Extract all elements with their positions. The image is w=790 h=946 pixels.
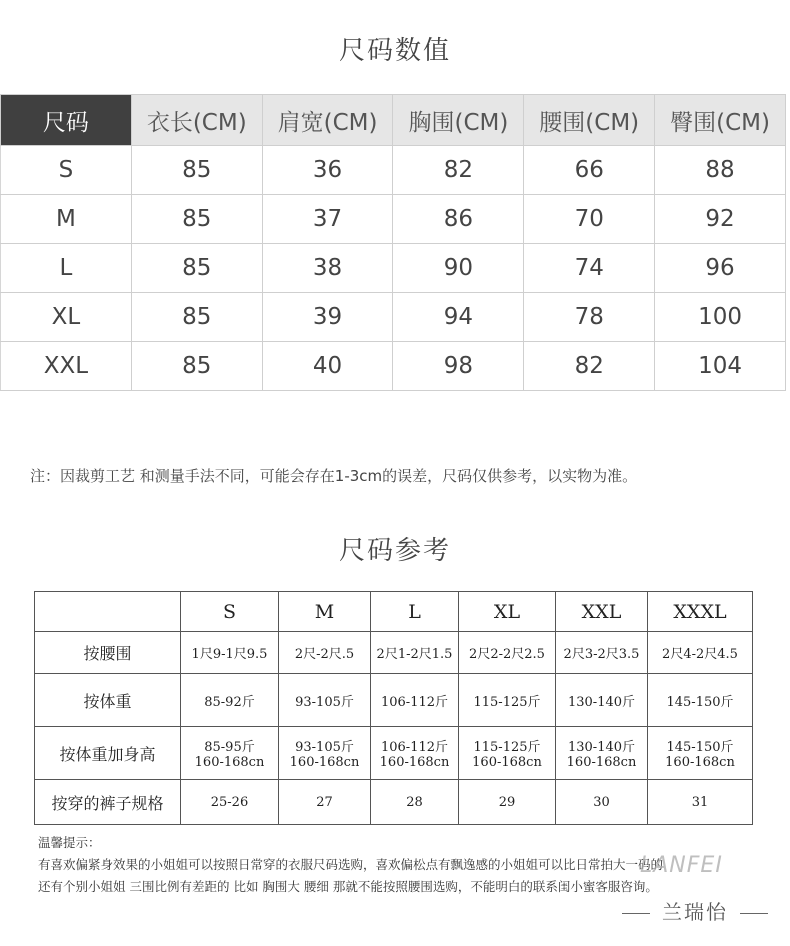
divider xyxy=(622,913,650,914)
table-row xyxy=(1,293,786,342)
value-cell: 27 xyxy=(279,780,371,825)
value-cell xyxy=(279,727,371,780)
table-row xyxy=(1,146,786,195)
size-cell: M xyxy=(1,195,132,244)
value-cell: 39 xyxy=(262,293,393,342)
header-cell: 胸围(CM) xyxy=(393,95,524,146)
value-cell: 96 xyxy=(655,244,786,293)
value-cell: 100 xyxy=(655,293,786,342)
brand-signature xyxy=(610,896,780,925)
row-label: 按体重加身高 xyxy=(35,727,181,780)
header-cell: XL xyxy=(459,592,556,632)
value-cell: 98 xyxy=(393,342,524,391)
value-cell: 82 xyxy=(393,146,524,195)
value-cell: 78 xyxy=(524,293,655,342)
size-chart-title: 尺码数值 xyxy=(338,36,451,66)
value-cell: 85 xyxy=(131,342,262,391)
value-cell: 36 xyxy=(262,146,393,195)
table-row xyxy=(1,244,786,293)
header-cell: S xyxy=(181,592,279,632)
value-cell: 93-105斤 xyxy=(279,674,371,727)
size-table xyxy=(0,94,786,391)
divider xyxy=(740,913,768,914)
brand-watermark: LANFEI xyxy=(640,853,723,878)
value-cell: 29 xyxy=(459,780,556,825)
table-row xyxy=(35,727,753,780)
header-cell: L xyxy=(371,592,459,632)
header-cell: 肩宽(CM) xyxy=(262,95,393,146)
value-cell: 90 xyxy=(393,244,524,293)
weight-text: 106-112斤 xyxy=(380,740,449,755)
header-cell: 衣长(CM) xyxy=(131,95,262,146)
value-cell: 2尺1-2尺1.5 xyxy=(371,632,459,674)
value-cell: 30 xyxy=(556,780,648,825)
value-cell: 130-140斤 xyxy=(556,674,648,727)
value-cell: 88 xyxy=(655,146,786,195)
value-cell: 92 xyxy=(655,195,786,244)
signature-text: 兰瑞怡 xyxy=(662,900,728,924)
value-cell: 1尺9-1尺9.5 xyxy=(181,632,279,674)
value-cell: 86 xyxy=(393,195,524,244)
weight-text: 130-140斤 xyxy=(567,740,636,755)
value-cell: 85 xyxy=(131,293,262,342)
weight-text: 85-95斤 xyxy=(204,740,255,755)
value-cell: 85 xyxy=(131,146,262,195)
value-cell: 94 xyxy=(393,293,524,342)
table-row xyxy=(1,342,786,391)
size-reference-table xyxy=(34,591,753,825)
value-cell xyxy=(556,727,648,780)
value-cell: 25-26 xyxy=(181,780,279,825)
height-text: 160-168cn xyxy=(289,755,360,770)
value-cell: 40 xyxy=(262,342,393,391)
size-table-header-row xyxy=(1,95,786,146)
header-cell: XXL xyxy=(556,592,648,632)
value-cell xyxy=(371,727,459,780)
tips-line: 有喜欢偏紧身效果的小姐姐可以按照日常穿的衣服尺码选购，喜欢偏松点有飘逸感的小姐姐可以比日常拍大一码的 xyxy=(38,857,664,872)
height-text: 160-168cn xyxy=(472,755,542,770)
weight-text: 145-150斤 xyxy=(666,740,734,755)
value-cell: 66 xyxy=(524,146,655,195)
value-cell: 85-92斤 xyxy=(181,674,279,727)
header-cell: M xyxy=(279,592,371,632)
tips-line: 还有个别小姐姐 三围比例有差距的 比如 胸围大 腰细 那就不能按照腰围选购，不能明白的联系闺小蜜客服咨询。 xyxy=(38,879,658,894)
value-cell: 31 xyxy=(648,780,753,825)
size-cell: S xyxy=(1,146,132,195)
table-row xyxy=(1,195,786,244)
value-cell: 85 xyxy=(131,244,262,293)
value-cell: 2尺3-2尺3.5 xyxy=(556,632,648,674)
value-cell: 70 xyxy=(524,195,655,244)
weight-text: 115-125斤 xyxy=(473,740,541,755)
value-cell: 2尺4-2尺4.5 xyxy=(648,632,753,674)
value-cell: 106-112斤 xyxy=(371,674,459,727)
height-text: 160-168cn xyxy=(566,755,637,770)
header-cell: 腰围(CM) xyxy=(524,95,655,146)
value-cell: 85 xyxy=(131,195,262,244)
header-cell xyxy=(35,592,181,632)
size-reference-title: 尺码参考 xyxy=(338,536,451,566)
value-cell: 74 xyxy=(524,244,655,293)
table-row xyxy=(35,632,753,674)
header-cell: 尺码 xyxy=(1,95,132,146)
value-cell: 28 xyxy=(371,780,459,825)
reference-header-row xyxy=(35,592,753,632)
tips-block xyxy=(38,832,663,898)
value-cell: 2尺2-2尺2.5 xyxy=(459,632,556,674)
value-cell: 37 xyxy=(262,195,393,244)
value-cell: 104 xyxy=(655,342,786,391)
measurement-note: 注：因裁剪工艺 和测量手法不同，可能会存在1-3cm的误差，尺码仅供参考，以实物为准。 xyxy=(30,467,638,485)
height-text: 160-168cn xyxy=(665,755,735,770)
value-cell: 82 xyxy=(524,342,655,391)
value-cell xyxy=(459,727,556,780)
value-cell xyxy=(181,727,279,780)
table-row xyxy=(35,780,753,825)
header-cell: XXXL xyxy=(648,592,753,632)
height-text: 160-168cn xyxy=(194,755,265,770)
size-cell: XL xyxy=(1,293,132,342)
size-cell: XXL xyxy=(1,342,132,391)
value-cell: 145-150斤 xyxy=(648,674,753,727)
value-cell: 115-125斤 xyxy=(459,674,556,727)
value-cell xyxy=(648,727,753,780)
row-label: 按体重 xyxy=(35,674,181,727)
value-cell: 38 xyxy=(262,244,393,293)
weight-text: 93-105斤 xyxy=(295,740,354,755)
value-cell: 2尺-2尺.5 xyxy=(279,632,371,674)
table-row xyxy=(35,674,753,727)
size-cell: L xyxy=(1,244,132,293)
header-cell: 臀围(CM) xyxy=(655,95,786,146)
tips-heading: 温馨提示： xyxy=(38,835,101,850)
height-text: 160-168cn xyxy=(379,755,450,770)
row-label: 按穿的裤子规格 xyxy=(35,780,181,825)
row-label: 按腰围 xyxy=(35,632,181,674)
